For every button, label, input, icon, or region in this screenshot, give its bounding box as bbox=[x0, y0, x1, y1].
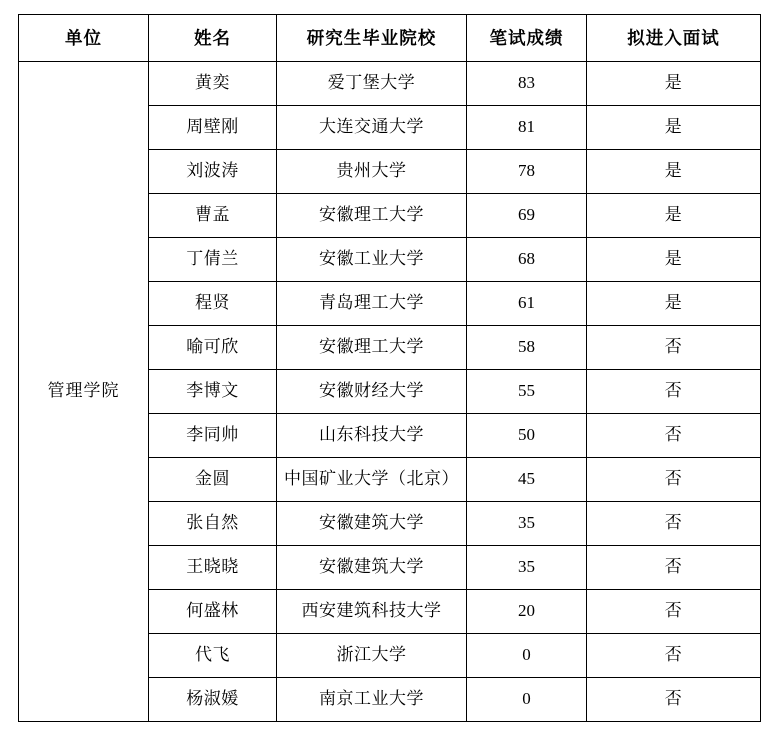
cell-school: 西安建筑科技大学 bbox=[277, 590, 467, 634]
cell-pass: 否 bbox=[587, 634, 761, 678]
cell-name: 曹孟 bbox=[149, 194, 277, 238]
cell-school: 贵州大学 bbox=[277, 150, 467, 194]
table-row bbox=[19, 62, 761, 106]
cell-name: 李博文 bbox=[149, 370, 277, 414]
cell-school: 安徽理工大学 bbox=[277, 326, 467, 370]
cell-school: 爱丁堡大学 bbox=[277, 62, 467, 106]
cell-school: 青岛理工大学 bbox=[277, 282, 467, 326]
column-header-school: 研究生毕业院校 bbox=[277, 15, 467, 62]
table-body bbox=[19, 62, 761, 722]
cell-school: 中国矿业大学（北京） bbox=[277, 458, 467, 502]
cell-score: 45 bbox=[467, 458, 587, 502]
cell-pass: 否 bbox=[587, 414, 761, 458]
cell-score: 81 bbox=[467, 106, 587, 150]
cell-score: 0 bbox=[467, 678, 587, 722]
cell-pass: 否 bbox=[587, 326, 761, 370]
cell-name: 黄奕 bbox=[149, 62, 277, 106]
cell-school: 安徽建筑大学 bbox=[277, 546, 467, 590]
cell-pass: 是 bbox=[587, 194, 761, 238]
cell-school: 大连交通大学 bbox=[277, 106, 467, 150]
column-header-pass: 拟进入面试 bbox=[587, 15, 761, 62]
cell-score: 35 bbox=[467, 502, 587, 546]
column-header-score: 笔试成绩 bbox=[467, 15, 587, 62]
cell-score: 55 bbox=[467, 370, 587, 414]
cell-school: 安徽工业大学 bbox=[277, 238, 467, 282]
cell-pass: 否 bbox=[587, 546, 761, 590]
cell-score: 68 bbox=[467, 238, 587, 282]
cell-unit: 管理学院 bbox=[19, 62, 149, 722]
cell-pass: 否 bbox=[587, 458, 761, 502]
cell-score: 78 bbox=[467, 150, 587, 194]
cell-name: 王晓晓 bbox=[149, 546, 277, 590]
cell-school: 浙江大学 bbox=[277, 634, 467, 678]
cell-school: 安徽建筑大学 bbox=[277, 502, 467, 546]
cell-name: 何盛林 bbox=[149, 590, 277, 634]
cell-name: 金圆 bbox=[149, 458, 277, 502]
table-header-row bbox=[19, 15, 761, 62]
cell-name: 杨淑媛 bbox=[149, 678, 277, 722]
exam-results-table bbox=[18, 14, 761, 722]
cell-pass: 是 bbox=[587, 282, 761, 326]
cell-score: 61 bbox=[467, 282, 587, 326]
cell-score: 58 bbox=[467, 326, 587, 370]
cell-pass: 否 bbox=[587, 370, 761, 414]
table-header bbox=[19, 15, 761, 62]
cell-school: 山东科技大学 bbox=[277, 414, 467, 458]
cell-score: 35 bbox=[467, 546, 587, 590]
column-header-unit: 单位 bbox=[19, 15, 149, 62]
cell-name: 丁倩兰 bbox=[149, 238, 277, 282]
cell-score: 83 bbox=[467, 62, 587, 106]
cell-name: 张自然 bbox=[149, 502, 277, 546]
cell-pass: 是 bbox=[587, 106, 761, 150]
cell-name: 周壁刚 bbox=[149, 106, 277, 150]
cell-pass: 是 bbox=[587, 150, 761, 194]
cell-name: 代飞 bbox=[149, 634, 277, 678]
cell-score: 50 bbox=[467, 414, 587, 458]
cell-pass: 是 bbox=[587, 62, 761, 106]
cell-name: 程贤 bbox=[149, 282, 277, 326]
column-header-name: 姓名 bbox=[149, 15, 277, 62]
cell-name: 喻可欣 bbox=[149, 326, 277, 370]
cell-school: 南京工业大学 bbox=[277, 678, 467, 722]
cell-score: 0 bbox=[467, 634, 587, 678]
cell-pass: 否 bbox=[587, 678, 761, 722]
cell-name: 李同帅 bbox=[149, 414, 277, 458]
cell-pass: 否 bbox=[587, 590, 761, 634]
cell-score: 20 bbox=[467, 590, 587, 634]
cell-pass: 是 bbox=[587, 238, 761, 282]
cell-school: 安徽理工大学 bbox=[277, 194, 467, 238]
cell-score: 69 bbox=[467, 194, 587, 238]
cell-name: 刘波涛 bbox=[149, 150, 277, 194]
cell-pass: 否 bbox=[587, 502, 761, 546]
cell-school: 安徽财经大学 bbox=[277, 370, 467, 414]
